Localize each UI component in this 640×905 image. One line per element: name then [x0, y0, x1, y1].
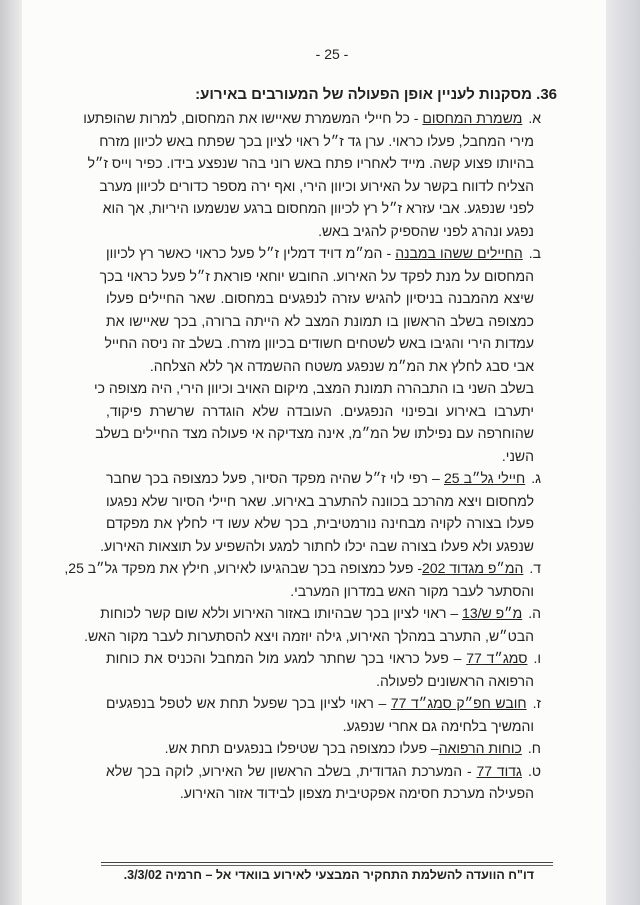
list-item-first-line: [106, 737, 541, 759]
list-item-letter: ט.: [527, 762, 541, 779]
text-line: [106, 400, 534, 422]
list-item-title: גדוד 77: [476, 762, 522, 779]
list-item-first-line: [106, 647, 541, 669]
line-text: מירי המחבל, פעלו כראוי. ערן גד ז״ל ראוי לציון בכך שפתח באש לכיוון מזרח: [99, 132, 534, 149]
list-item-first-line: [106, 692, 541, 714]
line-text: אבי סבג לחלץ את המ״מ שנפגע משטח ההשמדה אך ללא הצלחה.: [149, 357, 534, 374]
list-item-letter: ז.: [532, 695, 541, 711]
line-text: עמדות הירי והגיבו באש לשטחים חשודים בכיוון מזרח. בשלב זה ניסה החייל: [104, 335, 534, 351]
text-line: [106, 782, 534, 804]
line-text: - המ״מ דויד דמלין ז״ל פעל כראוי כאשר רץ לכיוון: [106, 245, 396, 261]
list-item-letter: ד.: [529, 560, 541, 576]
scan-left-edge: [0, 0, 22, 905]
list-item-first-line: [106, 760, 541, 782]
line-text: והסתער לעבר מקור האש במדרון המערבי.: [290, 582, 534, 599]
list-item-first-line: [100, 602, 541, 624]
text-line: [100, 535, 534, 557]
line-text: הבט״ש, התערב במהלך האירוע, גילה יוזמה ויצא להסתערות לעבר מקור האש.: [84, 627, 534, 644]
line-text: שנפגע ולא פעלו בצורה שבה יכלו לחתור למגע ולהשפיע על תוצאות האירוע.: [100, 537, 534, 554]
line-text: שיצא מהמבנה בניסיון להגיש עזרה לנפגעים במחסום. שאר החיילים פעלו: [106, 290, 534, 306]
line-text: המחסום על מנת לפקד על האירוע. החובש יוחאי פוראת ז״ל פעל כראוי בכך: [99, 267, 534, 284]
line-text: הפעילה מערכת חסימה אפקטיבית מצפון לבידוד אזור האירוע.: [179, 785, 534, 801]
text-line: [106, 287, 534, 309]
text-line: [106, 445, 534, 467]
list-item-title: המ״פ מגדוד 202: [422, 560, 524, 576]
text-line: [106, 220, 534, 242]
list-item-title: כוחות הרפואה: [438, 740, 522, 756]
list-item-first-line: [106, 467, 541, 489]
line-text: נפגע ונהרג לפני שהספיק להגיב באש.: [318, 222, 534, 239]
list-item-letter: ח.: [527, 740, 541, 756]
line-text: בשלב השני בו התבהרה תמונת המצב, מיקום האויב וכיוון הירי, היה מצופה כי: [94, 380, 534, 396]
line-text: כמצופה בשלב הראשון בו תמונת המצב לא הייתה ברורה, בכך שאיישו את: [106, 312, 534, 329]
line-text: – ראוי לציון בכך שבהיותו באזור האירוע וללא שום קשר לכוחות: [100, 605, 463, 621]
line-text: לפני שנפגע. אבי עזרא ז״ל רץ לכיוון המחסום ברגע שנשמעו היריות, אך הוא: [102, 200, 534, 216]
text-line: [102, 197, 534, 219]
list-item-title: החיילים ששהו במבנה: [395, 245, 523, 261]
list-item-letter: ו.: [533, 650, 541, 666]
list-item-first-line: [83, 107, 541, 129]
text-line: [106, 512, 534, 534]
text-line: [106, 355, 534, 377]
text-line: [99, 265, 534, 287]
footer-text: דו"ח הוועדה להשלמת התחקיר המבצעי לאירוע בוואדי אל – חרמיה 3/3/02.: [123, 868, 534, 882]
list-item-title: חובש חפ״ק סמג״ד 77: [390, 695, 527, 711]
text-line: [106, 490, 534, 512]
list-item-title: חיילי גל״ב 25: [443, 470, 526, 486]
text-line: [106, 580, 534, 602]
text-line: [95, 422, 534, 444]
line-text: בהיותו פצוע קשה. מייד לאחריו פתח באש רוני בהר שנפצע בידו. כפיר וייס ז״ל: [87, 155, 534, 171]
list-item-letter: ג.: [531, 470, 541, 486]
text-line: [94, 377, 534, 399]
text-line: [84, 625, 534, 647]
scan-right-edge: [606, 0, 640, 905]
section-heading: 36. מסקנות לעניין אופן הפעולה של המעורבים באירוע:: [195, 86, 557, 103]
list-item-title: משמרת המחסום: [422, 110, 523, 126]
line-text: – פעלו כמצופה בכך שטיפלו בנפגעים תחת אש.: [164, 740, 439, 756]
text-line: [99, 175, 534, 197]
line-text: - כל חיילי המשמרת שאיישו את המחסום, למרות שהופתעו: [83, 110, 423, 126]
line-text: למחסום ויצא מהרכב בכוונה להתערב באירוע. שאר חיילי הסיור שלא נפגעו: [106, 492, 534, 509]
text-line: [99, 130, 534, 152]
line-text: – רפי לוי ז״ל שהיה מפקד הסיור, פעל כמצופה בכך שחבר: [106, 470, 444, 486]
footer-divider: [101, 862, 553, 866]
list-item-title: סמג״ד 77: [466, 650, 528, 666]
text-line: [106, 310, 534, 332]
line-text: הרפואה הראשונים לפעולה.: [376, 672, 534, 689]
line-text: – ראוי לציון בכך שפעל תחת אש לטפל בנפגעים: [106, 695, 391, 711]
list-item-first-line: [106, 242, 541, 264]
line-text: יתערבו באירוע ובפינוי הנפגעים. העובדה שלא הוגדרה שרשרת פיקוד,: [106, 402, 534, 419]
list-item-first-line: [64, 557, 541, 579]
list-item-letter: ה.: [528, 605, 541, 621]
text-line: [106, 715, 534, 737]
list-item-title: מ״פ ש/13: [462, 605, 523, 621]
text-line: [87, 152, 534, 174]
line-text: הצליח לדווח בקשר על האירוע וכיוון הירי, ואף ירה מספר כדורים לכיוון מערב: [99, 177, 534, 194]
text-line: [106, 670, 534, 692]
line-text: השני.: [501, 447, 534, 464]
line-text: - המערכת הגדודית, בשלב הראשון של האירוע, לוקה בכך שלא: [106, 762, 477, 779]
list-item-letter: ב.: [528, 245, 542, 261]
line-text: - פעל כמצופה בכך שבהגיעו לאירוע, חילץ את מפקד גל״ב 25,: [64, 560, 423, 576]
line-text: פעלו בצורה לקויה מבחינה נורמטיבית, בכך שלא עשו די לחלץ את מפקדם: [106, 515, 534, 531]
line-text: שהוחרפה עם נפילתו של המ״מ, אינה מצדיקה אי פעולה מצד החיילים בשלב: [95, 425, 534, 441]
text-line: [106, 332, 534, 354]
line-text: – פעל כראוי בכך שחתר למגע מול המחבל והכניס את כוחות: [106, 650, 467, 666]
line-text: והמשיך בלחימה גם אחרי שנפגע.: [342, 717, 534, 734]
page-number: - 25 -: [315, 46, 349, 62]
list-item-letter: א.: [528, 110, 541, 126]
